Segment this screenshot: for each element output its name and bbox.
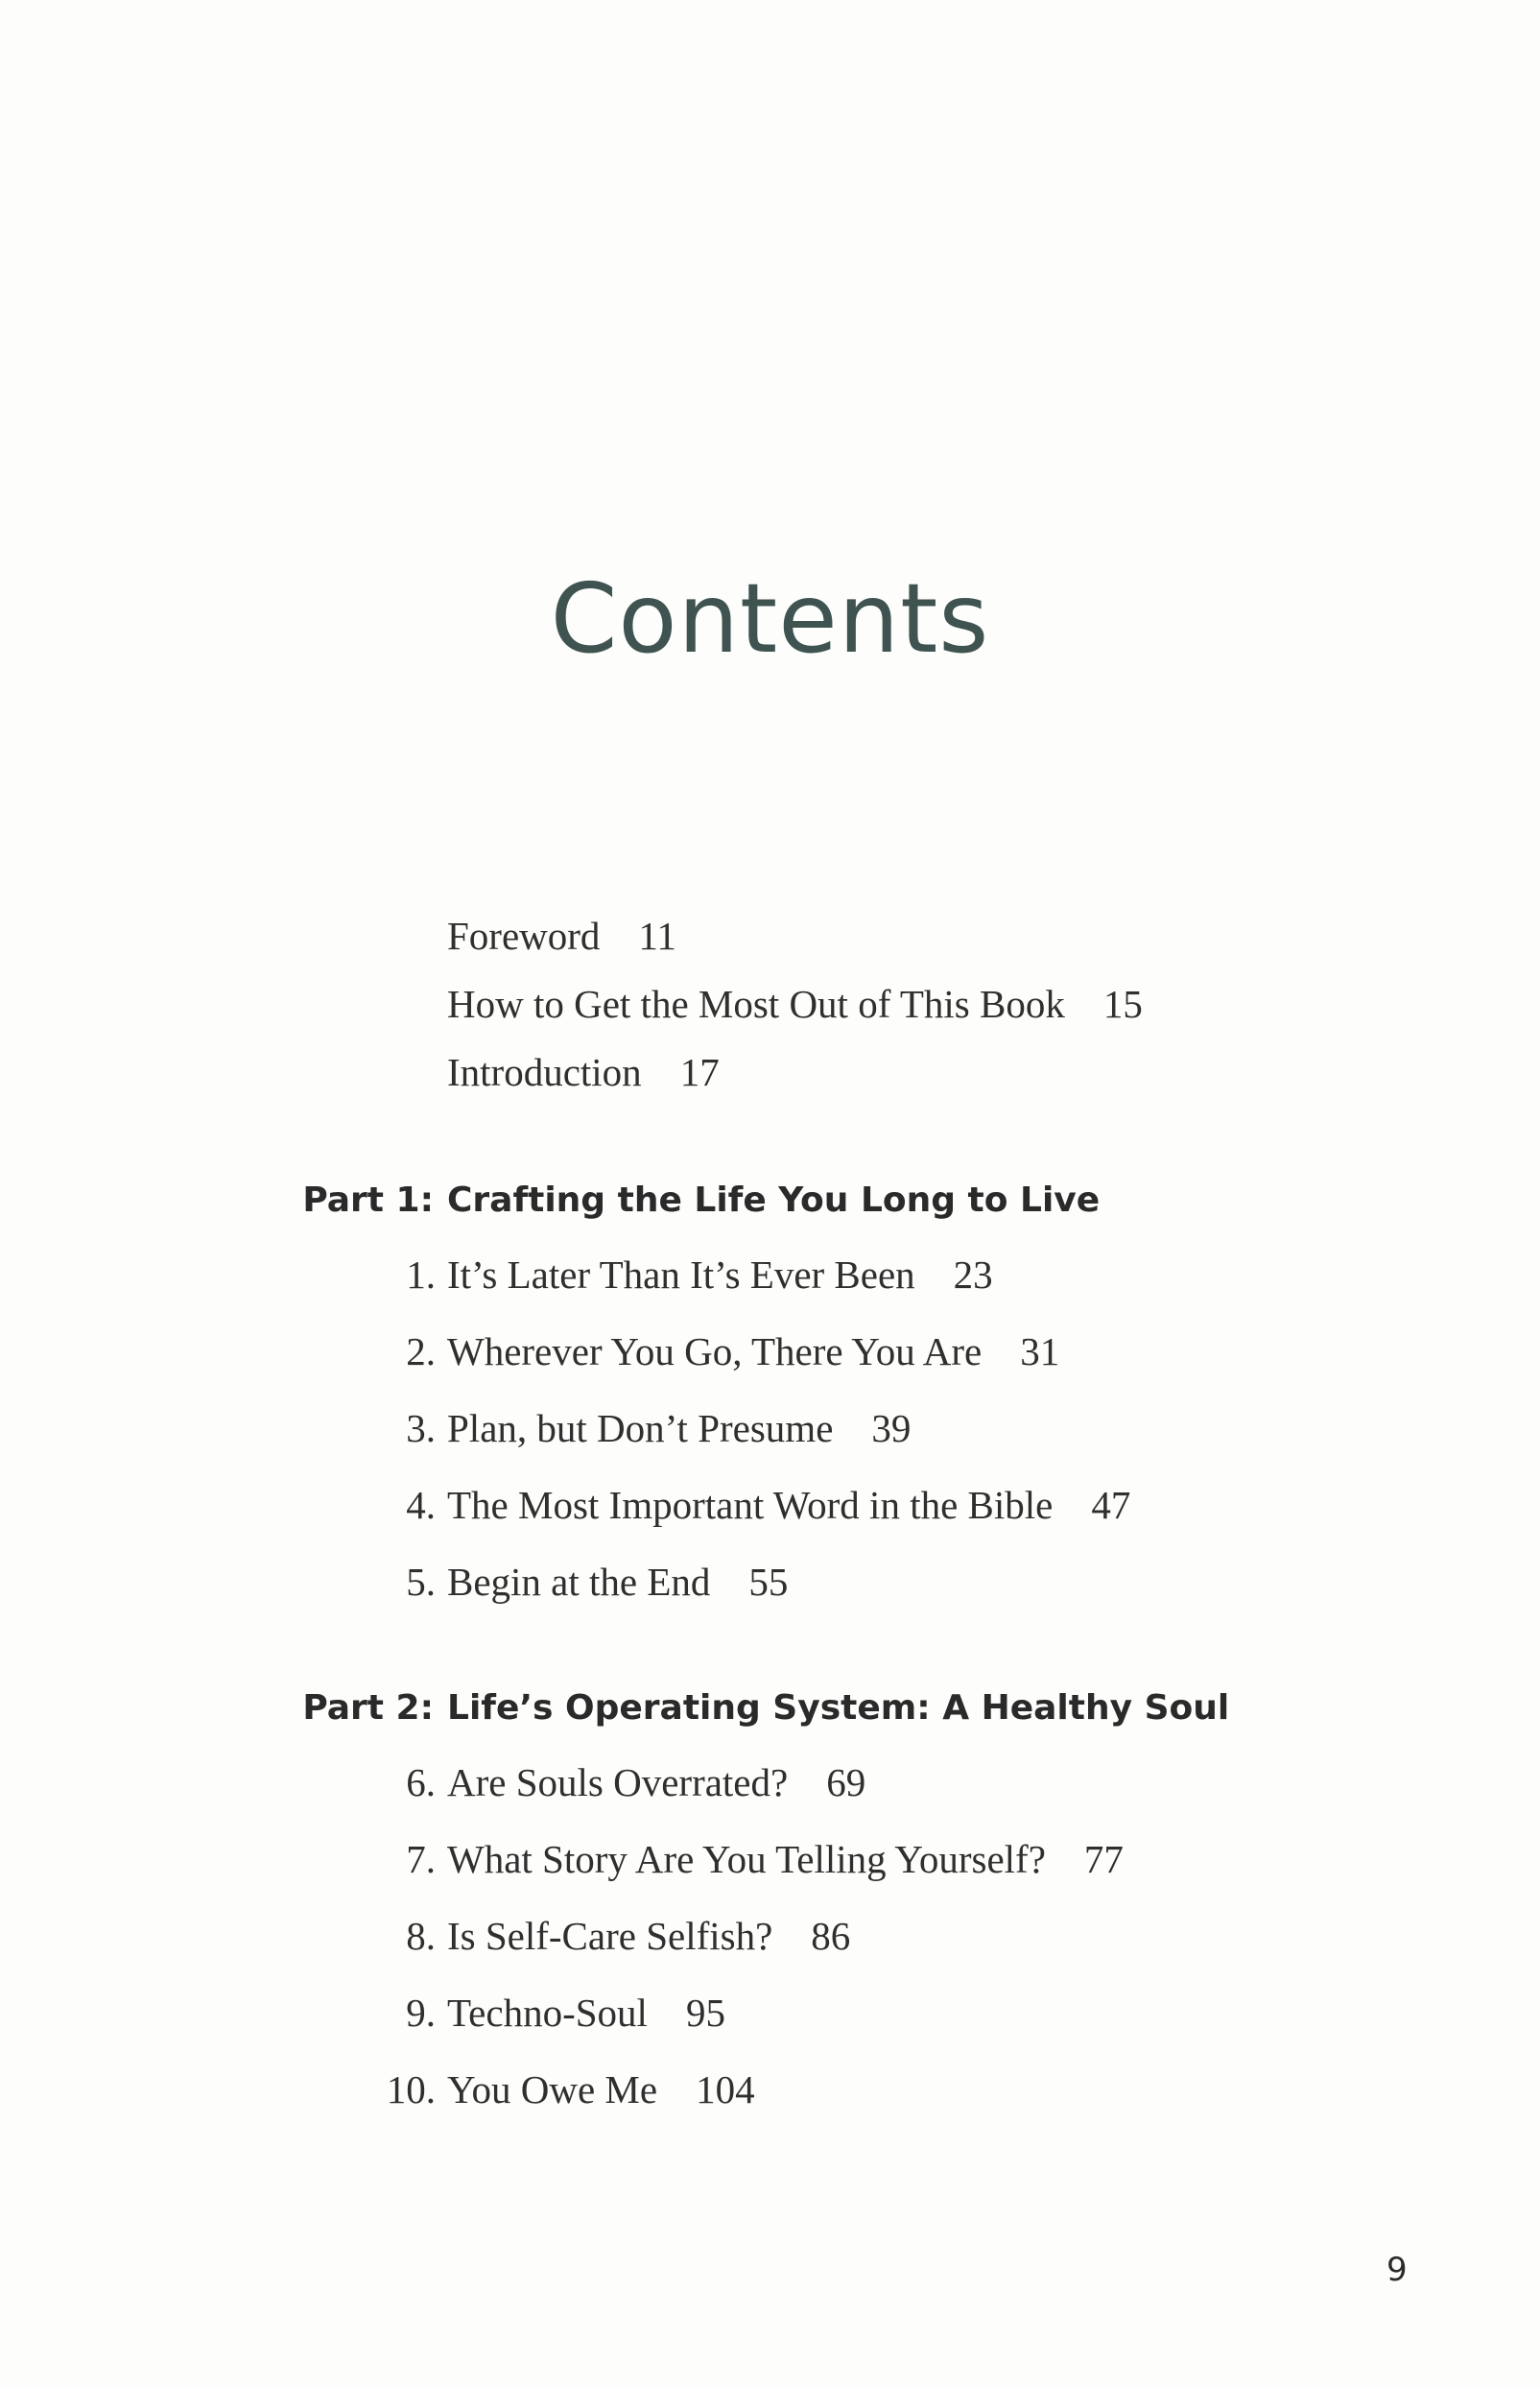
toc-chapter[interactable]	[406, 1989, 725, 2037]
part-label: Part 1:	[302, 1181, 434, 1220]
toc-chapter[interactable]	[406, 1481, 1131, 1529]
chapter-title: Begin at the End	[447, 1560, 711, 1604]
chapter-title: It’s Later Than It’s Ever Been	[447, 1253, 915, 1297]
part-title: Crafting the Life You Long to Live	[447, 1181, 1101, 1220]
entry-label: How to Get the Most Out of This Book	[447, 982, 1065, 1026]
chapter-title: Techno-Soul	[447, 1991, 648, 2035]
toc-entry-how-to[interactable]	[447, 980, 1143, 1028]
chapter-page-number: 23	[953, 1253, 993, 1297]
chapter-page-number: 69	[826, 1760, 866, 1804]
chapter-number: 8.	[406, 1914, 436, 1958]
chapter-title: The Most Important Word in the Bible	[447, 1483, 1054, 1527]
entry-page-number: 17	[679, 1050, 720, 1094]
chapter-number: 1.	[406, 1253, 436, 1297]
part-label: Part 2:	[302, 1688, 434, 1728]
chapter-page-number: 86	[811, 1914, 851, 1958]
chapter-number: 7.	[406, 1837, 436, 1881]
chapter-title: You Owe Me	[447, 2067, 658, 2112]
chapter-page-number: 104	[696, 2067, 755, 2112]
toc-chapter[interactable]	[406, 1912, 851, 1960]
toc-chapter[interactable]	[406, 1835, 1124, 1883]
entry-label: Foreword	[447, 914, 601, 958]
entry-page-number: 15	[1102, 982, 1143, 1026]
toc-chapter[interactable]	[406, 1558, 789, 1606]
chapter-number: 9.	[406, 1991, 436, 2035]
entry-label: Introduction	[447, 1050, 642, 1094]
toc-chapter[interactable]	[406, 1327, 1060, 1375]
part-heading-2	[302, 1686, 1230, 1730]
toc-entry-introduction[interactable]	[447, 1048, 720, 1096]
chapter-number: 2.	[406, 1329, 436, 1373]
chapter-number: 10.	[386, 2067, 436, 2112]
page-number: 9	[1386, 2251, 1408, 2289]
page-title: Contents	[550, 562, 990, 675]
toc-chapter[interactable]	[386, 2065, 755, 2113]
chapter-title: Are Souls Overrated?	[447, 1760, 789, 1804]
chapter-number: 6.	[406, 1760, 436, 1804]
chapter-page-number: 31	[1020, 1329, 1060, 1373]
chapter-number: 4.	[406, 1483, 436, 1527]
chapter-title: What Story Are You Telling Yourself?	[447, 1837, 1046, 1881]
chapter-number: 3.	[406, 1406, 436, 1450]
toc-chapter[interactable]	[406, 1758, 866, 1806]
chapter-page-number: 95	[685, 1991, 725, 2035]
chapter-title: Is Self-Care Selfish?	[447, 1914, 773, 1958]
chapter-title: Plan, but Don’t Presume	[447, 1406, 834, 1450]
chapter-page-number: 77	[1083, 1837, 1124, 1881]
chapter-page-number: 47	[1091, 1483, 1131, 1527]
chapter-page-number: 55	[748, 1560, 789, 1604]
part-heading-1	[302, 1179, 1101, 1223]
chapter-number: 5.	[406, 1560, 436, 1604]
part-title: Life’s Operating System: A Healthy Soul	[447, 1688, 1230, 1728]
toc-chapter[interactable]	[406, 1251, 993, 1299]
chapter-page-number: 39	[871, 1406, 912, 1450]
chapter-title: Wherever You Go, There You Are	[447, 1329, 983, 1373]
toc-entry-foreword[interactable]	[447, 912, 676, 960]
entry-page-number: 11	[638, 914, 676, 958]
toc-chapter[interactable]	[406, 1404, 912, 1452]
